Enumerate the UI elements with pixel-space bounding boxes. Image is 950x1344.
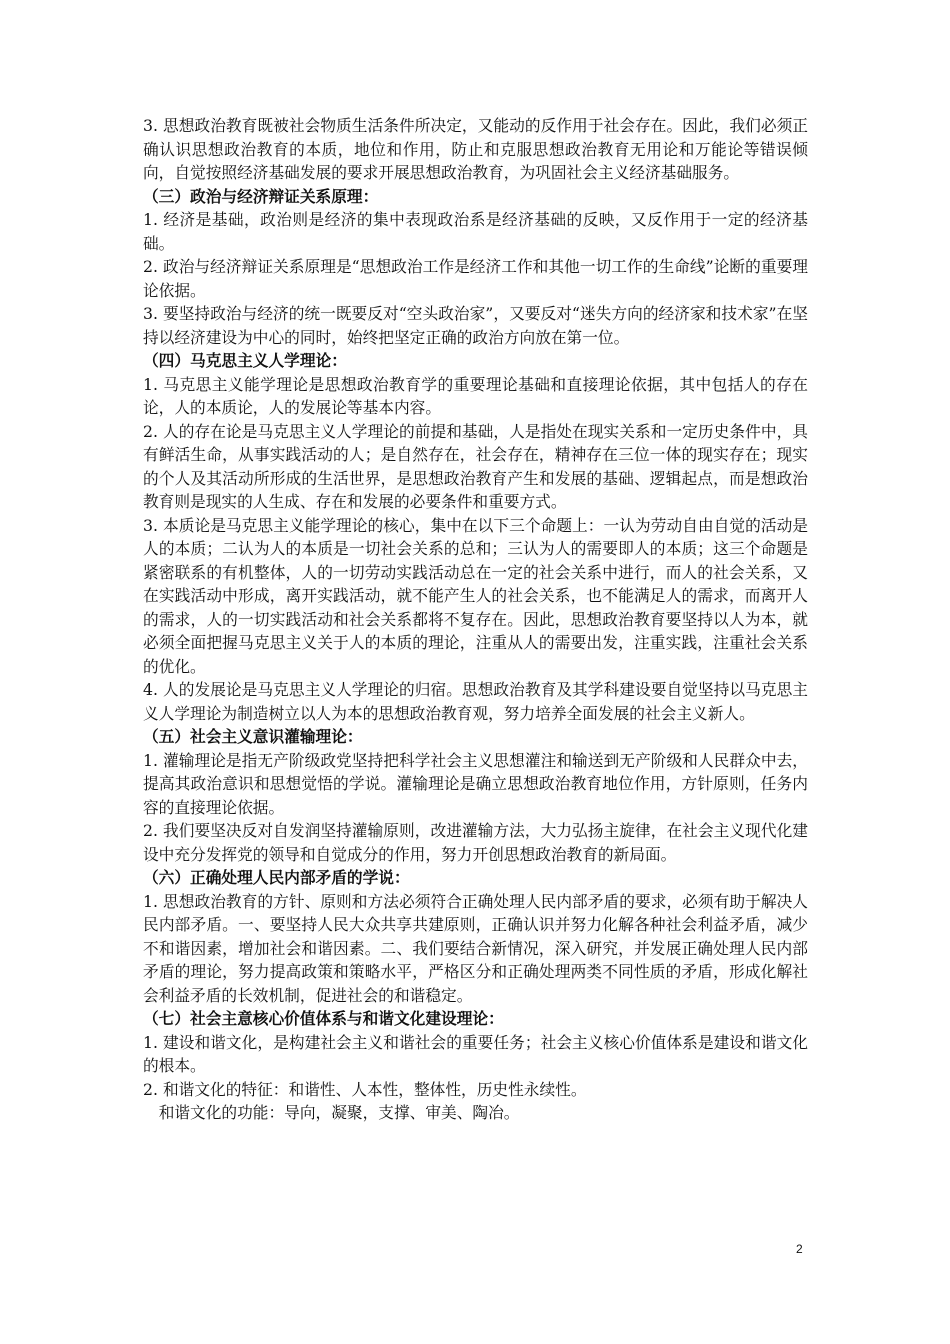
paragraph: 1. 经济是基础，政治则是经济的集中表现政治系是经济基础的反映，又反作用于一定的经济基础。 [143, 210, 808, 253]
paragraph: 2. 人的存在论是马克思主义人学理论的前提和基础，人是指处在现实关系和一定历史条件中，具有鲜活生命，从事实践活动的人；是自然存在，社会存在，精神存在三位一体的现实存在；现实的个人及其活动所形成的生活世界，是思想政治教育产生和发展的基础、逻辑起点，而是想政治教育则是现实的人生成、存在和发展的必要条件和重要方式。 [143, 421, 808, 511]
section-heading: （四）马克思主义人学理论： [143, 351, 347, 370]
document-page [143, 114, 808, 1125]
paragraph: 1. 建设和谐文化，是构建社会主义和谐社会的重要任务；社会主义核心价值体系是建设和谐文化的根本。 [143, 1032, 808, 1075]
paragraph: 4. 人的发展论是马克思主义人学理论的归宿。思想政治教育及其学科建设要自觉坚持以马克思主义人学理论为制造树立以人为本的思想政治教育观，努力培养全面发展的社会主义新人。 [143, 680, 808, 723]
paragraph: 3. 思想政治教育既被社会物质生活条件所决定，又能动的反作用于社会存在。因此，我们必须正确认识思想政治教育的本质，地位和作用，防止和克服思想政治教育无用论和万能论等错误倾向，自觉按照经济基础发展的要求开展思想政治教育，为巩固社会主义经济基础服务。 [143, 116, 808, 182]
paragraph: 3. 本质论是马克思主义能学理论的核心，集中在以下三个命题上：一认为劳动自由自觉的活动是人的本质；二认为人的本质是一切社会关系的总和；三认为人的需要即人的本质；这三个命题是紧密联系的有机整体，人的一切劳动实践活动总在一定的社会关系中进行，而人的社会关系，又在实践活动中形成，离开实践活动，就不能产生人的社会关系，也不能满足人的需求，而离开人的需求，人的一切实践活动和社会关系都将不复存在。因此，思想政治教育要坚持以人为本，就必须全面把握马克思主义关于人的本质的理论，注重从人的需要出发，注重实践，注重社会关系的优化。 [143, 515, 808, 676]
paragraph: 2. 政治与经济辩证关系原理是“思想政治工作是经济工作和其他一切工作的生命线”论断的重要理论依据。 [143, 257, 808, 300]
section-heading: （七）社会主意核心价值体系与和谐文化建设理论： [143, 1009, 504, 1028]
paragraph: 1. 马克思主义能学理论是思想政治教育学的重要理论基础和直接理论依据，其中包括人的存在论，人的本质论，人的发展论等基本内容。 [143, 374, 808, 417]
section-heading: （五）社会主义意识灌输理论： [143, 727, 363, 746]
section-heading: （三）政治与经济辩证关系原理： [143, 186, 379, 206]
paragraph-indented: 和谐文化的功能：导向，凝聚，支撑、审美、陶冶。 [158, 1103, 520, 1122]
section-heading: （六）正确处理人民内部矛盾的学说： [143, 868, 410, 887]
page-number: 2 [796, 1242, 803, 1256]
paragraph: 1. 灌输理论是指无产阶级政党坚持把科学社会主义思想灌注和输送到无产阶级和人民群众中去，提高其政治意识和思想觉悟的学说。灌输理论是确立思想政治教育地位作用，方针原则，任务内容的直接理论依据。 [143, 750, 808, 817]
paragraph: 1. 思想政治教育的方针、原则和方法必须符合正确处理人民内部矛盾的要求，必须有助于解决人民内部矛盾。一、要坚持人民大众共享共建原则，正确认识并努力化解各种社会利益矛盾，减少不和谐因素，增加社会和谐因素。二、我们要结合新情况，深入研究，并发展正确处理人民内部矛盾的理论，努力提高政策和策略水平，严格区分和正确处理两类不同性质的矛盾，形成化解社会利益矛盾的长效机制，促进社会的和谐稳定。 [143, 891, 808, 1005]
paragraph: 2. 和谐文化的特征：和谐性、人本性，整体性，历史性永续性。 [143, 1079, 587, 1099]
paragraph: 2. 我们要坚决反对自发润坚持灌输原则，改进灌输方法，大力弘扬主旋律，在社会主义现代化建设中充分发挥党的领导和自觉成分的作用，努力开创思想政治教育的新局面。 [143, 821, 808, 864]
paragraph: 3. 要坚持政治与经济的统一既要反对“空头政治家”，又要反对“迷失方向的经济家和技术家”在坚持以经济建设为中心的同时，始终把坚定正确的政治方向放在第一位。 [143, 304, 808, 347]
